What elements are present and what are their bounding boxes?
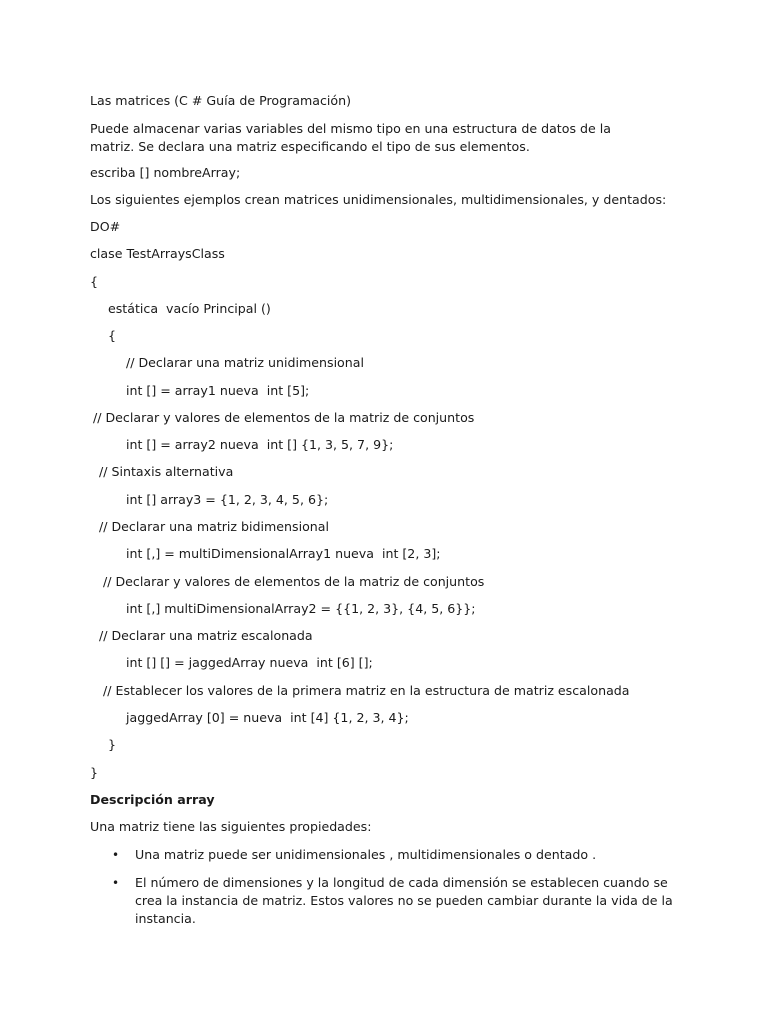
code-line: int [] array3 = {1, 2, 3, 4, 5, 6}; (126, 492, 329, 507)
language-label: DO# (90, 219, 121, 234)
examples-intro: Los siguientes ejemplos crean matrices unidimensionales, multidimensionales, y dentados: (90, 192, 667, 207)
code-line: int [,] = multiDimensionalArray1 nueva int [2, 3]; (126, 546, 441, 561)
code-line: int [] = array2 nueva int [] {1, 3, 5, 7, 9}; (126, 437, 394, 452)
syntax-line: escriba [] nombreArray; (90, 165, 241, 180)
code-line: // Declarar una matriz unidimensional (126, 355, 364, 370)
bullet-icon: • (112, 876, 120, 890)
code-line: // Declarar una matriz escalonada (99, 628, 313, 643)
section-heading: Descripción array (90, 792, 215, 807)
code-line: } (90, 765, 99, 780)
list-item: El número de dimensiones y la longitud de cada dimensión se establecen cuando se crea la instancia de matriz. Estos valores no se pueden cambiar durante la vida de la instancia. (135, 875, 673, 926)
list-item: Una matriz puede ser unidimensionales , multidimensionales o dentado . (135, 847, 597, 862)
bullet-icon: • (112, 848, 120, 862)
code-line: // Declarar y valores de elementos de la matriz de conjuntos (93, 410, 475, 425)
intro-paragraph: Puede almacenar varias variables del mismo tipo en una estructura de datos de la matriz. Se declara una matriz especificando el tipo de sus elementos. (90, 121, 611, 154)
properties-intro: Una matriz tiene las siguientes propiedades: (90, 819, 372, 834)
code-line: // Declarar una matriz bidimensional (99, 519, 329, 534)
code-line: jaggedArray [0] = nueva int [4] {1, 2, 3, 4}; (126, 710, 409, 725)
code-line: { (108, 328, 117, 343)
code-line: int [] [] = jaggedArray nueva int [6] []; (126, 655, 373, 670)
code-line: } (108, 737, 117, 752)
code-line: // Declarar y valores de elementos de la matriz de conjuntos (103, 574, 485, 589)
code-line: // Establecer los valores de la primera matriz en la estructura de matriz escalonada (103, 683, 630, 698)
page-title: Las matrices (C # Guía de Programación) (90, 93, 351, 108)
code-line: estática vacío Principal () (108, 301, 271, 316)
code-line: int [,] multiDimensionalArray2 = {{1, 2, 3}, {4, 5, 6}}; (126, 601, 476, 616)
code-line: { (90, 274, 99, 289)
code-line: clase TestArraysClass (90, 246, 225, 261)
code-line: // Sintaxis alternativa (99, 464, 234, 479)
code-line: int [] = array1 nueva int [5]; (126, 383, 310, 398)
